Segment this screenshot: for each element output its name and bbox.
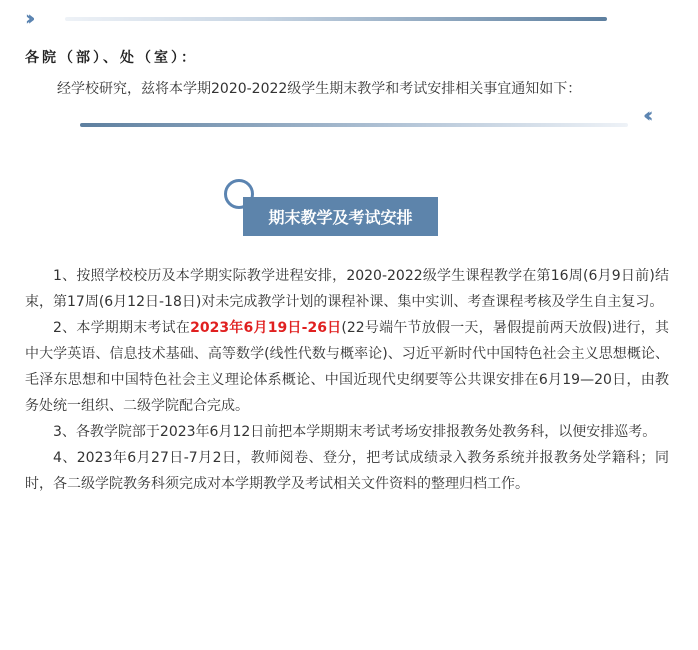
double-chevron-left-icon: ‹‹ bbox=[643, 103, 648, 127]
paragraph-2 bbox=[25, 315, 669, 419]
paragraph-2-rest: (22号端午节放假一天，暑假提前两天放假)进行，其中大学英语、信息技术基础、高等数学(线性代数与概率论)、习近平新时代中国特色社会主义思想概论、毛泽东思想和中国特色社会主义理论体系概论、中国近现代史纲要等公共课安排在6月19—20日，由教务处统一组织、二级学院配合完成。 bbox=[25, 320, 669, 414]
paragraph-2-lead: 2、本学期期末考试在 bbox=[53, 320, 191, 336]
notice-body bbox=[25, 263, 669, 497]
intro-text: 经学校研究，兹将本学期2020-2022级学生期末教学和考试安排相关事宜通知如下： bbox=[57, 81, 582, 97]
paragraph-4: 4、2023年6月27日-7月2日，教师阅卷、登分，把考试成绩录入教务系统并报教务处学籍科；同时，各二级学院教务科须完成对本学期教学及考试相关文件资料的整理归档工作。 bbox=[25, 450, 669, 492]
top-divider bbox=[65, 17, 607, 21]
bottom-divider bbox=[80, 123, 628, 127]
salutation: 各院（部）、处（室）： bbox=[25, 50, 198, 66]
exam-date-highlight: 2023年6月19日-26日 bbox=[190, 320, 342, 336]
section-title: 期末教学及考试安排 bbox=[243, 197, 438, 236]
paragraph-3: 3、各教学院部于2023年6月12日前把本学期期末考试考场安排报教务处教务科，以便安排巡考。 bbox=[53, 424, 657, 440]
double-chevron-right-icon: ›› bbox=[25, 6, 30, 30]
paragraph-1: 1、按照学校校历及本学期实际教学进程安排，2020-2022级学生课程教学在第16周(6月9日前)结束，第17周(6月12日-18日)对未完成教学计划的课程补课、集中实训、考查课程考核及学生自主复习。 bbox=[25, 268, 669, 310]
